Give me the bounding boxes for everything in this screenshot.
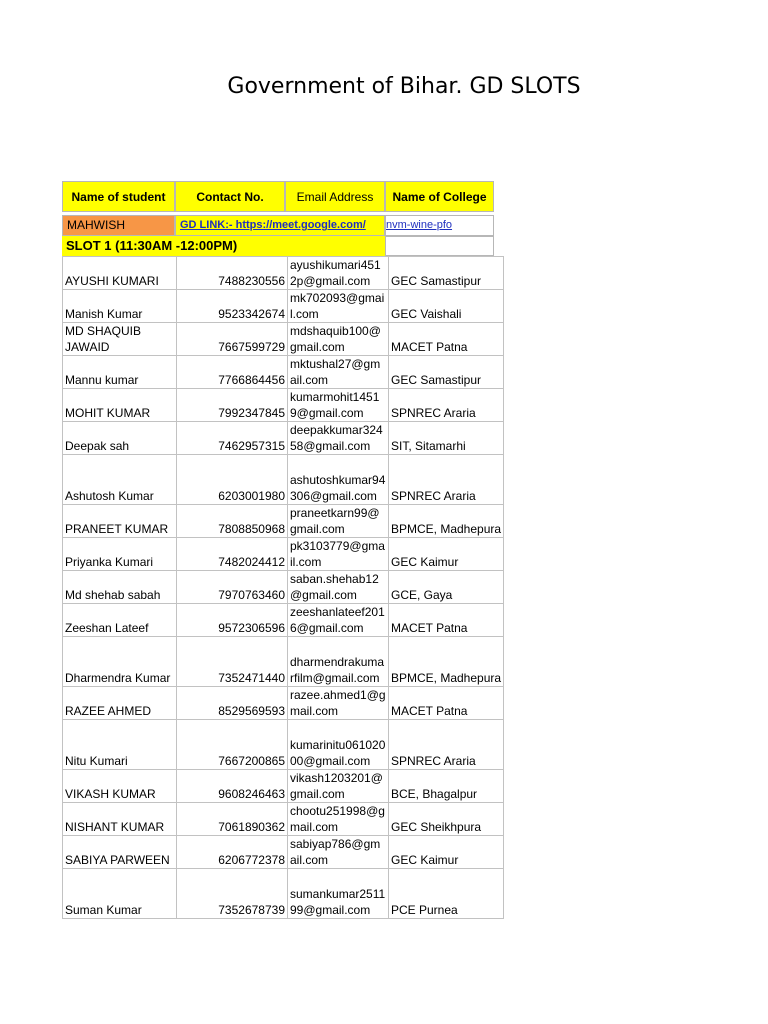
- email-cell: kumarinitu06102000@gmail.com: [288, 720, 389, 770]
- college-cell: BPMCE, Madhepura: [389, 637, 504, 687]
- college-cell: BCE, Bhagalpur: [389, 770, 504, 803]
- header-row: [62, 181, 504, 212]
- student-name-cell: VIKASH KUMAR: [63, 770, 177, 803]
- email-cell: ashutoshkumar94306@gmail.com: [288, 455, 389, 505]
- email-cell: dharmendrakumarfilm@gmail.com: [288, 637, 389, 687]
- table-row: [63, 389, 504, 422]
- college-cell: BPMCE, Madhepura: [389, 505, 504, 538]
- student-name-cell: MD SHAQUIB JAWAID: [63, 323, 177, 356]
- email-cell: zeeshanlateef2016@gmail.com: [288, 604, 389, 637]
- student-name-cell: Manish Kumar: [63, 290, 177, 323]
- college-cell: MACET Patna: [389, 604, 504, 637]
- contact-cell: 7766864456: [177, 356, 288, 389]
- college-cell: GEC Samastipur: [389, 257, 504, 290]
- table-row: [63, 869, 504, 919]
- table-row: [63, 637, 504, 687]
- contact-cell: 6206772378: [177, 836, 288, 869]
- student-table: [62, 256, 504, 919]
- college-cell: SIT, Sitamarhi: [389, 422, 504, 455]
- email-cell: sabiyap786@gmail.com: [288, 836, 389, 869]
- table-row: [63, 770, 504, 803]
- student-name-cell: Priyanka Kumari: [63, 538, 177, 571]
- contact-cell: 7462957315: [177, 422, 288, 455]
- student-name-cell: SABIYA PARWEEN: [63, 836, 177, 869]
- email-cell: kumarmohit14519@gmail.com: [288, 389, 389, 422]
- email-cell: mk702093@gmail.com: [288, 290, 389, 323]
- student-name-cell: NISHANT KUMAR: [63, 803, 177, 836]
- email-cell: mdshaquib100@gmail.com: [288, 323, 389, 356]
- college-cell: GEC Kaimur: [389, 538, 504, 571]
- header-email: Email Address: [285, 181, 385, 212]
- slot-empty-cell: [385, 236, 494, 256]
- contact-cell: 7808850968: [177, 505, 288, 538]
- table-row: [63, 571, 504, 604]
- student-name-cell: Ashutosh Kumar: [63, 455, 177, 505]
- table-row: [63, 422, 504, 455]
- table-row: [63, 687, 504, 720]
- college-cell: SPNREC Araria: [389, 455, 504, 505]
- student-name-cell: Nitu Kumari: [63, 720, 177, 770]
- slot-row: [62, 236, 504, 256]
- email-cell: sumankumar251199@gmail.com: [288, 869, 389, 919]
- college-cell: SPNREC Araria: [389, 720, 504, 770]
- student-name-cell: PRANEET KUMAR: [63, 505, 177, 538]
- header-name: Name of student: [62, 181, 175, 212]
- student-name-cell: Suman Kumar: [63, 869, 177, 919]
- table-row: [63, 538, 504, 571]
- email-cell: pk3103779@gmail.com: [288, 538, 389, 571]
- email-cell: ayushikumari4512p@gmail.com: [288, 257, 389, 290]
- college-cell: GCE, Gaya: [389, 571, 504, 604]
- student-name-cell: Dharmendra Kumar: [63, 637, 177, 687]
- email-cell: mktushal27@gmail.com: [288, 356, 389, 389]
- contact-cell: 9523342674: [177, 290, 288, 323]
- contact-cell: 8529569593: [177, 687, 288, 720]
- contact-cell: 6203001980: [177, 455, 288, 505]
- student-name-cell: RAZEE AHMED: [63, 687, 177, 720]
- header-contact: Contact No.: [175, 181, 285, 212]
- gd-link-tail[interactable]: nvm-wine-pfo: [385, 215, 494, 236]
- table-row: [63, 720, 504, 770]
- student-name-cell: MOHIT KUMAR: [63, 389, 177, 422]
- table-row: [63, 836, 504, 869]
- college-cell: GEC Sheikhpura: [389, 803, 504, 836]
- page-title: Government of Bihar. GD SLOTS: [227, 74, 581, 99]
- email-cell: praneetkarn99@gmail.com: [288, 505, 389, 538]
- contact-cell: 7488230556: [177, 257, 288, 290]
- coordinator-name: MAHWISH: [62, 215, 175, 236]
- student-name-cell: Zeeshan Lateef: [63, 604, 177, 637]
- college-cell: GEC Kaimur: [389, 836, 504, 869]
- student-name-cell: AYUSHI KUMARI: [63, 257, 177, 290]
- table-row: [63, 505, 504, 538]
- contact-cell: 9572306596: [177, 604, 288, 637]
- contact-cell: 7667599729: [177, 323, 288, 356]
- gd-link[interactable]: GD LINK:- https://meet.google.com/: [175, 215, 385, 236]
- email-cell: razee.ahmed1@gmail.com: [288, 687, 389, 720]
- table-row: [63, 257, 504, 290]
- gd-slot-sheet: [62, 181, 504, 919]
- table-row: [63, 803, 504, 836]
- college-cell: SPNREC Araria: [389, 389, 504, 422]
- contact-cell: 7352471440: [177, 637, 288, 687]
- contact-cell: 7970763460: [177, 571, 288, 604]
- contact-cell: 9608246463: [177, 770, 288, 803]
- college-cell: GEC Vaishali: [389, 290, 504, 323]
- contact-cell: 7352678739: [177, 869, 288, 919]
- table-row: [63, 290, 504, 323]
- contact-cell: 7992347845: [177, 389, 288, 422]
- college-cell: MACET Patna: [389, 687, 504, 720]
- contact-cell: 7482024412: [177, 538, 288, 571]
- email-cell: saban.shehab12@gmail.com: [288, 571, 389, 604]
- contact-cell: 7667200865: [177, 720, 288, 770]
- email-cell: chootu251998@gmail.com: [288, 803, 389, 836]
- email-cell: vikash1203201@gmail.com: [288, 770, 389, 803]
- college-cell: MACET Patna: [389, 323, 504, 356]
- college-cell: PCE Purnea: [389, 869, 504, 919]
- header-college: Name of College: [385, 181, 494, 212]
- table-row: [63, 356, 504, 389]
- email-cell: deepakkumar32458@gmail.com: [288, 422, 389, 455]
- link-row: [62, 215, 504, 236]
- slot-label: SLOT 1 (11:30AM -12:00PM): [62, 236, 385, 256]
- table-row: [63, 455, 504, 505]
- college-cell: GEC Samastipur: [389, 356, 504, 389]
- student-name-cell: Deepak sah: [63, 422, 177, 455]
- table-row: [63, 323, 504, 356]
- student-name-cell: Mannu kumar: [63, 356, 177, 389]
- student-name-cell: Md shehab sabah: [63, 571, 177, 604]
- table-row: [63, 604, 504, 637]
- contact-cell: 7061890362: [177, 803, 288, 836]
